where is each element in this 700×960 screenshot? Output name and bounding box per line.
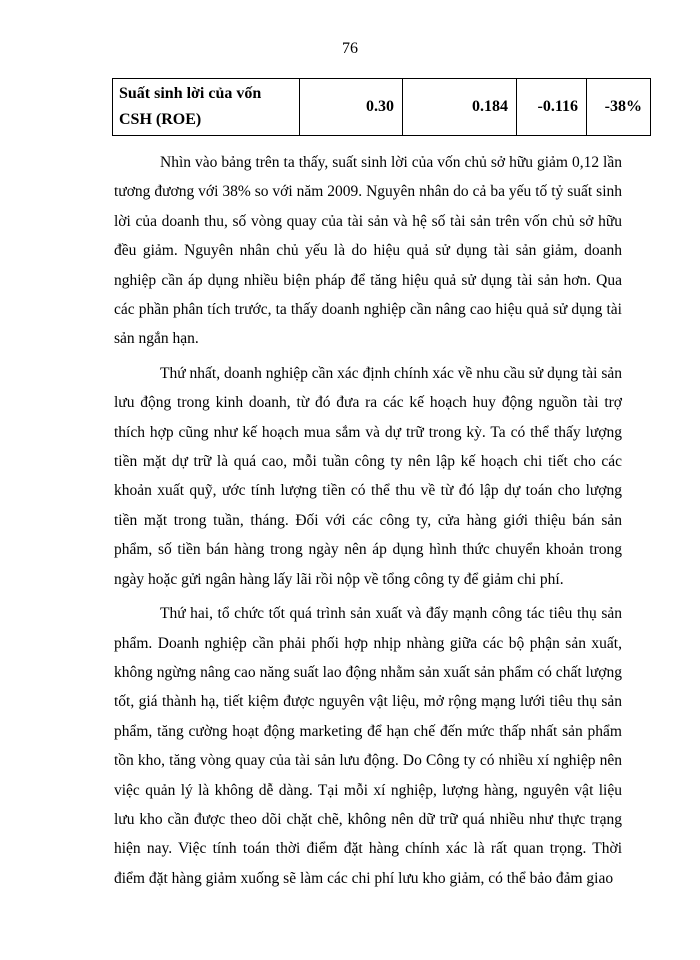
- row-label-line1: Suất sinh lời của vốn: [119, 85, 262, 102]
- paragraph-first-measure: Thứ nhất, doanh nghiệp cần xác định chính xác về nhu cầu sử dụng tài sản lưu động trong kinh doanh, từ đó đưa ra các kế hoạch huy động nguồn tài trợ thích hợp cũng như kế hoạch mua sắm và dự trữ trong kỳ. Ta có thể thấy lượng tiền mặt dự trữ là quá cao, mỗi tuần công ty nên lập kế hoạch chi tiết cho các khoản xuất quỹ, ước tính lượng tiền có thể thu về từ đó lập dự toán cho lượng tiền mặt trong tuần, tháng. Đối với các công ty, cửa hàng giới thiệu bán sản phẩm, số tiền bán hàng trong ngày nên áp dụng hình thức chuyển khoản trong ngày hoặc gửi ngân hàng lấy lãi rồi nộp về tổng công ty để giảm chi phí.: [114, 364, 622, 588]
- row-label: [113, 79, 300, 136]
- table-cell-value-3: -0.116: [517, 79, 587, 136]
- paragraph-roe-analysis: Nhìn vào bảng trên ta thấy, suất sinh lời của vốn chủ sở hữu giảm 0,12 lần tương đương với 38% so với năm 2009. Nguyên nhân do cả ba yếu tố tỷ suất sinh lời của doanh thu, số vòng quay của tài sản và hệ số tài sản trên vốn chủ sở hữu đều giảm. Nguyên nhân chủ yếu là do hiệu quả sử dụng tài sản giảm, doanh nghiệp cần áp dụng nhiều biện pháp để tăng hiệu quả sử dụng tài sản hơn. Qua các phần phân tích trước, ta thấy doanh nghiệp cần nâng cao hiệu quả sử dụng tài sản ngắn hạn.: [114, 154, 622, 348]
- table-cell-value-2: 0.184: [403, 79, 517, 136]
- paragraph-second-measure: Thứ hai, tổ chức tốt quá trình sản xuất và đẩy mạnh công tác tiêu thụ sản phẩm. Doanh nghiệp cần phải phối hợp nhịp nhàng giữa các bộ phận sản xuất, không ngừng nâng cao năng suất lao động nhằm sản xuất sản phẩm có chất lượng tốt, giá thành hạ, tiết kiệm được nguyên vật liệu, mở rộng mạng lưới tiêu thụ sản phẩm, tăng cường hoạt động marketing để hạn chế đến mức thấp nhất sản phẩm tồn kho, tăng vòng quay của tài sản lưu động. Do Công ty có nhiều xí nghiệp nên việc quản lý là không dễ dàng. Tại mỗi xí nghiệp, lượng hàng, nguyên vật liệu lưu kho cần được theo dõi chặt chẽ, không nên dữ trữ quá nhiều như thực trạng hiện nay. Việc tính toán thời điểm đặt hàng chính xác là rất quan trọng. Thời điểm đặt hàng giảm xuống sẽ làm các chi phí lưu kho giảm, có thể bảo đảm giao: [114, 605, 622, 887]
- table-cell-value-4: -38%: [587, 79, 651, 136]
- roe-table: [112, 78, 651, 136]
- body-text: [114, 148, 622, 893]
- table-cell-value-1: 0.30: [300, 79, 403, 136]
- page-number: 76: [342, 40, 358, 57]
- table-row: [113, 79, 651, 136]
- row-label-line2: CSH (ROE): [119, 111, 202, 128]
